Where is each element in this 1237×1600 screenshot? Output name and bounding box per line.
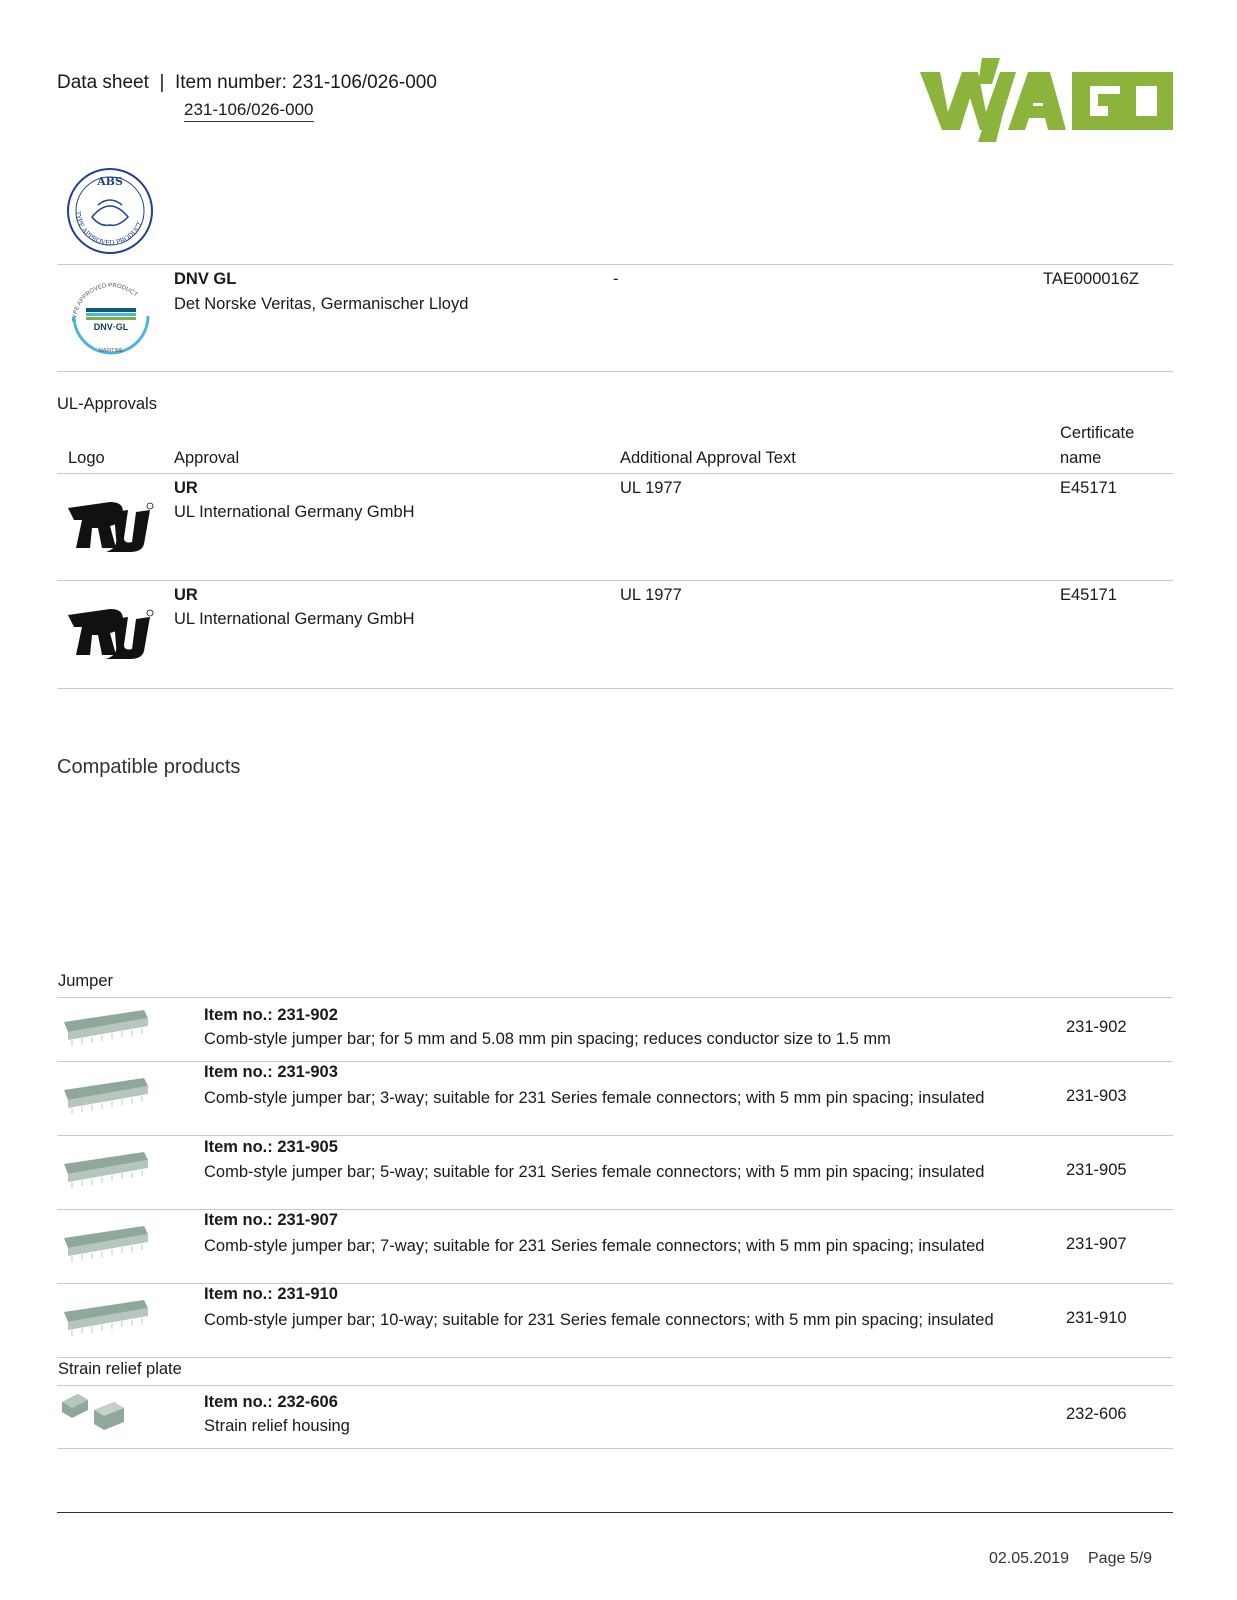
jumper-2-item[interactable]: Item no.: 231-903 bbox=[204, 1063, 338, 1081]
ul-row-2-additional: UL 1977 bbox=[620, 586, 682, 604]
jumper-3-code[interactable]: 231-905 bbox=[1066, 1161, 1127, 1179]
ul-row-2-sub: UL International Germany GmbH bbox=[174, 610, 415, 628]
strain-relief-category-label: Strain relief plate bbox=[58, 1360, 182, 1378]
dnv-approval-sub: Det Norske Veritas, Germanischer Lloyd bbox=[174, 295, 469, 313]
footer-date: 02.05.2019 bbox=[989, 1550, 1070, 1567]
ul-row-1-certificate: E45171 bbox=[1060, 479, 1117, 497]
jumper-2-desc: Comb-style jumper bar; 3-way; suitable for 231 Series female connectors; with 5 mm pin spacing; insulated bbox=[204, 1089, 985, 1107]
svg-text:DNV·GL: DNV·GL bbox=[93, 322, 129, 332]
jumper-1-item[interactable]: Item no.: 231-902 bbox=[204, 1006, 338, 1024]
svg-text:ABS: ABS bbox=[97, 175, 123, 188]
ul-approvals-title: UL-Approvals bbox=[57, 395, 157, 413]
jumper-3-item[interactable]: Item no.: 231-905 bbox=[204, 1138, 338, 1156]
jumper-bar-image bbox=[60, 1220, 152, 1266]
ul-row-2-approval: UR bbox=[174, 586, 198, 604]
svg-text:TYPE APPROVED PRODUCT: TYPE APPROVED PRODUCT bbox=[71, 282, 139, 323]
jumper-bar-image bbox=[60, 1072, 152, 1118]
svg-text:MARITIME: MARITIME bbox=[98, 348, 124, 354]
ul-row-1-additional: UL 1977 bbox=[620, 479, 682, 497]
dnv-approval: DNV GL bbox=[174, 270, 237, 288]
ul-logo bbox=[66, 605, 156, 661]
jumper-bar-image bbox=[60, 1146, 152, 1192]
jumper-1-desc: Comb-style jumper bar; for 5 mm and 5.08 mm pin spacing; reduces conductor size to 1.5 mm bbox=[204, 1030, 891, 1048]
jumper-category-label: Jumper bbox=[58, 972, 114, 990]
jumper-bar-image bbox=[60, 1004, 152, 1050]
col-additional: Additional Approval Text bbox=[620, 449, 796, 467]
col-certificate-line2: name bbox=[1060, 449, 1102, 467]
wago-logo bbox=[920, 58, 1173, 142]
jumper-5-item[interactable]: Item no.: 231-910 bbox=[204, 1285, 338, 1303]
jumper-1-code[interactable]: 231-902 bbox=[1066, 1018, 1127, 1036]
jumper-5-desc: Comb-style jumper bar; 10-way; suitable for 231 Series female connectors; with 5 mm pin spacing; insulated bbox=[204, 1311, 994, 1329]
dnv-gl-logo bbox=[68, 278, 154, 358]
jumper-4-item[interactable]: Item no.: 231-907 bbox=[204, 1211, 338, 1229]
jumper-5-code[interactable]: 231-910 bbox=[1066, 1309, 1127, 1327]
col-certificate-line1: Certificate bbox=[1060, 424, 1135, 442]
footer-page: Page 5/9 bbox=[1088, 1550, 1153, 1567]
col-approval: Approval bbox=[174, 449, 240, 467]
jumper-2-code[interactable]: 231-903 bbox=[1066, 1087, 1127, 1105]
item-number-link[interactable]: 231-106/026-000 bbox=[184, 100, 314, 122]
strain-relief-desc: Strain relief housing bbox=[204, 1417, 350, 1435]
jumper-4-desc: Comb-style jumper bar; 7-way; suitable for 231 Series female connectors; with 5 mm pin spacing; insulated bbox=[204, 1237, 985, 1255]
ul-row-2-certificate: E45171 bbox=[1060, 586, 1117, 604]
ul-row-1-approval: UR bbox=[174, 479, 198, 497]
ul-row-1-sub: UL International Germany GmbH bbox=[174, 503, 415, 521]
dnv-certificate: TAE000016Z bbox=[1043, 270, 1140, 288]
strain-relief-housing-image bbox=[58, 1390, 130, 1434]
jumper-4-code[interactable]: 231-907 bbox=[1066, 1235, 1127, 1253]
col-logo: Logo bbox=[68, 449, 105, 467]
dnv-additional: - bbox=[613, 270, 619, 288]
jumper-3-desc: Comb-style jumper bar; 5-way; suitable for 231 Series female connectors; with 5 mm pin spacing; insulated bbox=[204, 1163, 985, 1181]
abs-approval-logo bbox=[64, 165, 156, 257]
strain-relief-code[interactable]: 232-606 bbox=[1066, 1405, 1127, 1423]
svg-text:TYPE APPROVED PRODUCT: TYPE APPROVED PRODUCT bbox=[73, 210, 144, 248]
compatible-products-title: Compatible products bbox=[57, 756, 241, 778]
ul-logo bbox=[66, 498, 156, 554]
jumper-bar-image bbox=[60, 1294, 152, 1340]
page-title: Data sheet | Item number: 231-106/026-000 bbox=[57, 72, 437, 93]
strain-relief-item[interactable]: Item no.: 232-606 bbox=[204, 1393, 338, 1411]
